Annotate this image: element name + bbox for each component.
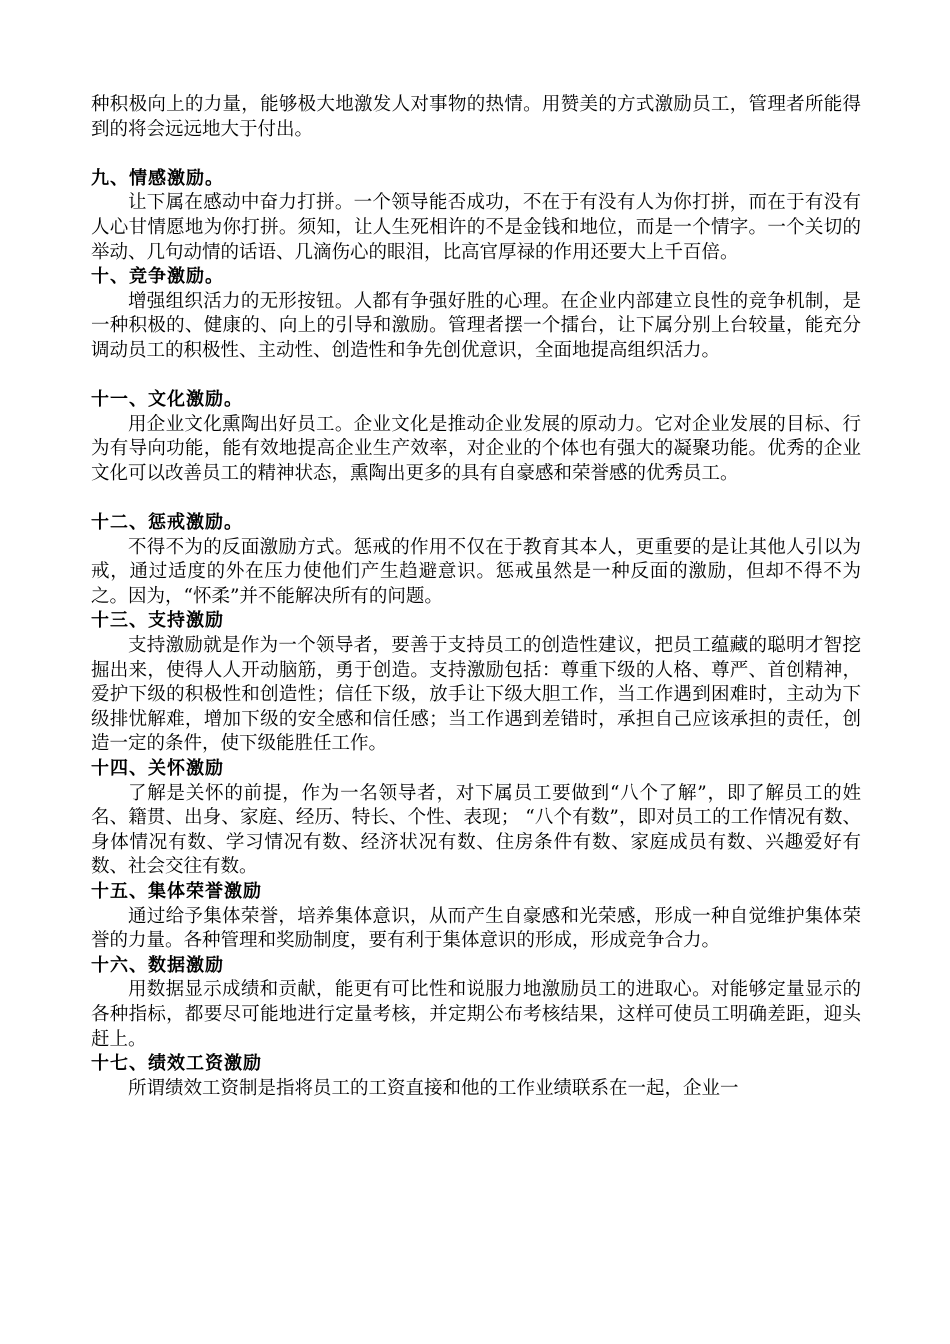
heading-competition-incentive: 十、竞争激励。 [91,266,224,288]
paragraph-culture-incentive: 用企业文化熏陶出好员工。企业文化是推动企业发展的原动力。它对企业发展的目标、行为有导向功能，能有效地提高企业生产效率，对企业的个体也有强大的凝聚功能。优秀的企业文化可以改善员工的精神状态，熏陶出更多的具有自豪感和荣誉感的优秀员工。 [91,413,861,484]
paragraph-collective-honor-incentive: 通过给予集体荣誉，培养集体意识，从而产生自豪感和光荣感，形成一种自觉维护集体荣誉的力量。各种管理和奖励制度，要有利于集体意识的形成，形成竞争合力。 [91,905,861,952]
document-page [91,93,861,1101]
paragraph-care-incentive: 了解是关怀的前提，作为一名领导者，对下属员工要做到“八个了解”，即了解员工的姓名、籍贯、出身、家庭、经历、特长、个性、表现； “八个有数”，即对员工的工作情况有数、身体情况有数、学习情况有数、经济状况有数、住房条件有数、家庭成员有数、兴趣爱好有数、社会交往有数。 [91,782,861,878]
blank-line [91,364,861,389]
paragraph-performance-pay-incentive: 所谓绩效工资制是指将员工的工资直接和他的工作业绩联系在一起，企业一 [128,1077,739,1099]
paragraph-competition-incentive: 增强组织活力的无形按钮。人都有争强好胜的心理。在企业内部建立良性的竞争机制，是一种积极的、健康的、向上的引导和激励。管理者摆一个擂台，让下属分别上台较量，能充分调动员工的积极性、主动性、创造性和争先创优意识，全面地提高组织活力。 [91,290,861,361]
heading-culture-incentive: 十一、文化激励。 [91,389,243,411]
heading-emotional-incentive: 九、情感激励。 [91,167,224,189]
heading-care-incentive: 十四、关怀激励 [91,758,224,780]
paragraph-emotional-incentive: 让下属在感动中奋力打拼。一个领导能否成功，不在于有没有人为你打拼，而在于有没有人心甘情愿地为你打拼。须知，让人生死相许的不是金钱和地位，而是一个情字。一个关切的举动、几句动情的话语、几滴伤心的眼泪，比高官厚禄的作用还要大上千百倍。 [91,192,861,263]
paragraph-support-incentive: 支持激励就是作为一个领导者，要善于支持员工的创造性建议，把员工蕴藏的聪明才智挖掘出来，使得人人开动脑筋，勇于创造。支持激励包括：尊重下级的人格、尊严、首创精神，爱护下级的积极性和创造性；信任下级，放手让下级大胆工作，当工作遇到困难时，主动为下级排忧解难，增加下级的安全感和信任感；当工作遇到差错时，承担自己应该承担的责任，创造一定的条件，使下级能胜任工作。 [91,635,861,755]
heading-support-incentive: 十三、支持激励 [91,610,224,632]
blank-line [91,487,861,512]
paragraph-data-incentive: 用数据显示成绩和贡献，能更有可比性和说服力地激励员工的进取心。对能够定量显示的各种指标，都要尽可能地进行定量考核，并定期公布考核结果，这样可使员工明确差距，迎头赶上。 [91,979,861,1050]
heading-collective-honor-incentive: 十五、集体荣誉激励 [91,881,262,902]
heading-discipline-incentive: 十二、惩戒激励。 [91,512,243,534]
blank-line [91,142,861,167]
paragraph-praise-continuation: 种积极向上的力量，能够极大地激发人对事物的热情。用赞美的方式激励员工，管理者所能得到的将会远远地大于付出。 [91,94,861,140]
paragraph-discipline-incentive: 不得不为的反面激励方式。惩戒的作用不仅在于教育其本人，更重要的是让其他人引以为戒，通过适度的外在压力使他们产生趋避意识。惩戒虽然是一种反面的激励，但却不得不为之。因为，“怀柔”并不能解决所有的问题。 [91,536,861,607]
heading-performance-pay-incentive: 十七、绩效工资激励 [91,1053,262,1075]
heading-data-incentive: 十六、数据激励 [91,954,224,976]
